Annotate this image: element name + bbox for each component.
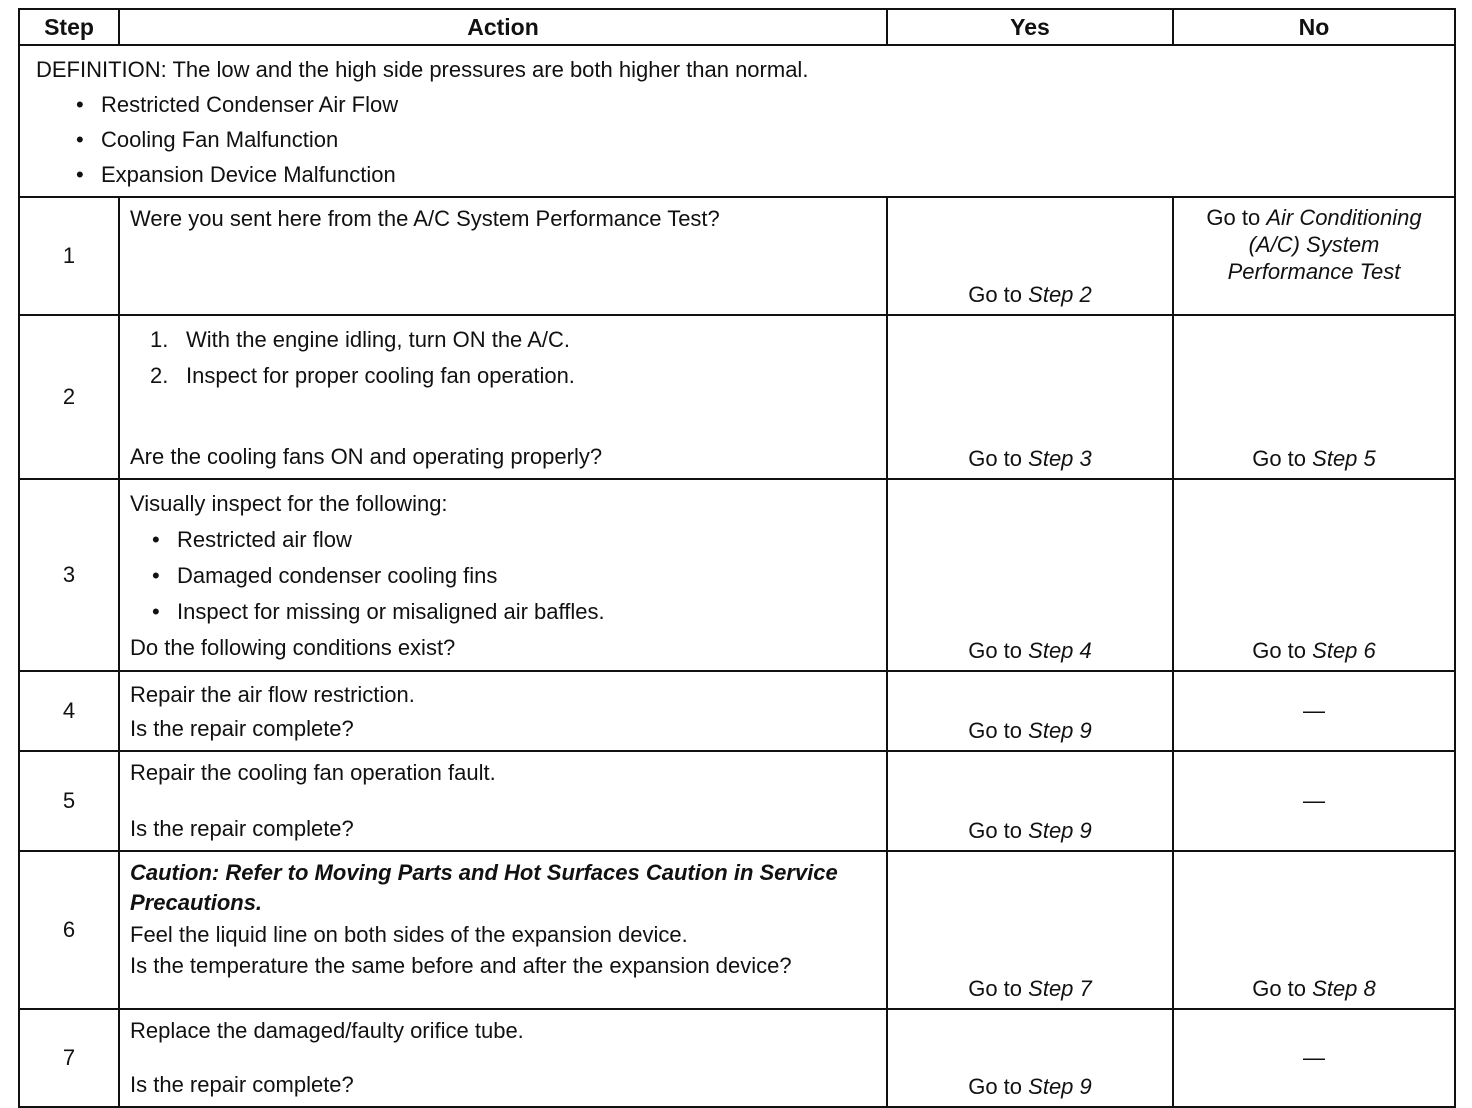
caution-text: Caution: Refer to Moving Parts and Hot Surfaces Caution in Service Precautions. bbox=[130, 860, 838, 915]
yes-cell bbox=[887, 671, 1173, 751]
yes-cell bbox=[887, 1009, 1173, 1107]
instruction-text: Repair the cooling fan operation fault. bbox=[130, 760, 496, 785]
definition-text: DEFINITION: The low and the high side pressures are both higher than normal. bbox=[36, 57, 809, 82]
goto-text: Go to bbox=[1252, 638, 1307, 663]
definition-cell bbox=[19, 45, 1455, 197]
bullet-list bbox=[130, 522, 878, 630]
list-item: 1. With the engine idling, turn ON the A/C. bbox=[150, 327, 570, 352]
yes-link[interactable]: Step 2 bbox=[1028, 282, 1092, 307]
no-link[interactable]: Step 6 bbox=[1312, 638, 1376, 663]
instruction-text: Feel the liquid line on both sides of the expansion device. bbox=[130, 922, 688, 947]
no-cell bbox=[1173, 671, 1455, 751]
question-text: Is the temperature the same before and after the expansion device? bbox=[130, 953, 792, 978]
action-cell bbox=[119, 1009, 887, 1107]
header-action: Action bbox=[119, 9, 887, 45]
table-row bbox=[19, 751, 1455, 851]
action-cell bbox=[119, 671, 887, 751]
action-cell bbox=[119, 197, 887, 315]
question-text: Do the following conditions exist? bbox=[130, 635, 456, 660]
yes-cell bbox=[887, 315, 1173, 479]
table-row bbox=[19, 479, 1455, 671]
definition-row bbox=[19, 45, 1455, 197]
yes-link[interactable]: Step 9 bbox=[1028, 818, 1092, 843]
definition-bullet: • Expansion Device Malfunction bbox=[76, 157, 1444, 192]
table-row bbox=[19, 851, 1455, 1009]
goto-text: Go to bbox=[1252, 976, 1307, 1001]
goto-text: Go to bbox=[968, 818, 1023, 843]
no-dash: — bbox=[1303, 1045, 1325, 1070]
goto-text: Go to bbox=[968, 638, 1023, 663]
step-number: 2 bbox=[19, 315, 119, 479]
goto-text: Go to bbox=[968, 976, 1023, 1001]
no-link[interactable]: Step 8 bbox=[1312, 976, 1376, 1001]
step-number: 6 bbox=[19, 851, 119, 1009]
list-item: • Restricted air flow bbox=[152, 522, 878, 558]
question-text: Are the cooling fans ON and operating properly? bbox=[130, 444, 603, 469]
yes-cell bbox=[887, 751, 1173, 851]
no-cell bbox=[1173, 197, 1455, 315]
definition-bullets bbox=[36, 87, 1444, 192]
table-row bbox=[19, 671, 1455, 751]
yes-link[interactable]: Step 4 bbox=[1028, 638, 1092, 663]
no-cell bbox=[1173, 751, 1455, 851]
no-cell bbox=[1173, 315, 1455, 479]
numbered-list bbox=[130, 322, 878, 394]
definition-bullet: • Cooling Fan Malfunction bbox=[76, 122, 1444, 157]
goto-text: Go to bbox=[1252, 446, 1307, 471]
no-link[interactable]: Air Conditioning bbox=[1266, 205, 1422, 230]
step-number: 5 bbox=[19, 751, 119, 851]
yes-link[interactable]: Step 3 bbox=[1028, 446, 1092, 471]
no-cell bbox=[1173, 851, 1455, 1009]
goto-text: Go to bbox=[968, 282, 1023, 307]
table-row bbox=[19, 197, 1455, 315]
question-text: Is the repair complete? bbox=[130, 716, 354, 741]
list-item: 2. Inspect for proper cooling fan operation. bbox=[150, 363, 575, 388]
no-cell bbox=[1173, 1009, 1455, 1107]
instruction-text: Repair the air flow restriction. bbox=[130, 682, 415, 707]
action-cell bbox=[119, 479, 887, 671]
diagnostic-table bbox=[18, 8, 1456, 1108]
step-number: 1 bbox=[19, 197, 119, 315]
yes-link[interactable]: Step 9 bbox=[1028, 1074, 1092, 1099]
yes-link[interactable]: Step 9 bbox=[1028, 718, 1092, 743]
header-no: No bbox=[1173, 9, 1455, 45]
list-item: • Damaged condenser cooling fins bbox=[152, 558, 878, 594]
question-text: Is the repair complete? bbox=[130, 1072, 354, 1097]
action-cell bbox=[119, 315, 887, 479]
step-number: 4 bbox=[19, 671, 119, 751]
no-dash: — bbox=[1303, 788, 1325, 813]
question-text: Is the repair complete? bbox=[130, 816, 354, 841]
header-yes: Yes bbox=[887, 9, 1173, 45]
table-row bbox=[19, 1009, 1455, 1107]
goto-text: Go to bbox=[968, 446, 1023, 471]
goto-text: Go to bbox=[1206, 205, 1261, 230]
action-cell bbox=[119, 751, 887, 851]
step-number: 3 bbox=[19, 479, 119, 671]
yes-cell bbox=[887, 479, 1173, 671]
yes-cell bbox=[887, 197, 1173, 315]
table-row bbox=[19, 315, 1455, 479]
no-link[interactable]: Performance Test bbox=[1227, 259, 1401, 284]
no-link[interactable]: Step 5 bbox=[1312, 446, 1376, 471]
header-row bbox=[19, 9, 1455, 45]
step-number: 7 bbox=[19, 1009, 119, 1107]
action-cell bbox=[119, 851, 887, 1009]
instruction-text: Replace the damaged/faulty orifice tube. bbox=[130, 1018, 524, 1043]
definition-bullet: • Restricted Condenser Air Flow bbox=[76, 87, 1444, 122]
no-dash: — bbox=[1303, 698, 1325, 723]
intro-text: Visually inspect for the following: bbox=[130, 491, 448, 516]
list-item: • Inspect for missing or misaligned air baffles. bbox=[152, 594, 878, 630]
question-text: Were you sent here from the A/C System Performance Test? bbox=[130, 206, 720, 231]
goto-text: Go to bbox=[968, 1074, 1023, 1099]
yes-cell bbox=[887, 851, 1173, 1009]
header-step: Step bbox=[19, 9, 119, 45]
goto-text: Go to bbox=[968, 718, 1023, 743]
no-link[interactable]: (A/C) System bbox=[1248, 232, 1380, 257]
no-cell bbox=[1173, 479, 1455, 671]
yes-link[interactable]: Step 7 bbox=[1028, 976, 1092, 1001]
